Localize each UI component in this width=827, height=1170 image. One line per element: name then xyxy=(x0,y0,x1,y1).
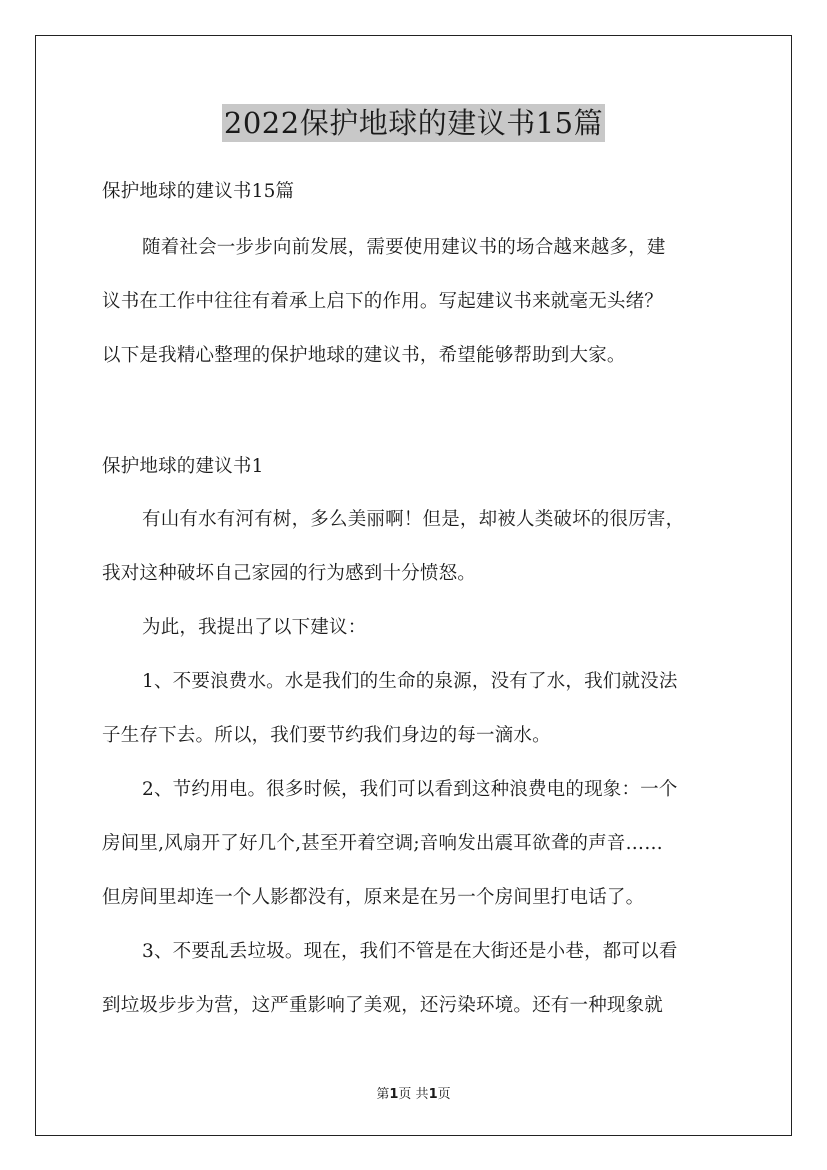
page-total: 1 xyxy=(428,1087,438,1102)
section-heading: 保护地球的建议书1 xyxy=(102,456,264,477)
page-mid: 页 共 xyxy=(398,1087,429,1102)
list-item-2-line-1: 2、节约用电。很多时候，我们可以看到这种浪费电的现象：一个 xyxy=(142,779,678,800)
document-title: 2022保护地球的建议书15篇 xyxy=(223,106,604,140)
page-prefix: 第 xyxy=(376,1087,390,1102)
list-item-3-line-1: 3、不要乱丢垃圾。现在，我们不管是在大街还是小巷，都可以看 xyxy=(142,941,678,962)
list-item-1-line-1: 1、不要浪费水。水是我们的生命的泉源，没有了水，我们就没法 xyxy=(142,671,678,692)
list-item-3-line-2: 到垃圾步步为营，这严重影响了美观，还污染环境。还有一种现象就 xyxy=(102,995,664,1016)
title-container xyxy=(0,104,827,142)
list-item-2-line-3: 但房间里却连一个人影都没有，原来是在另一个房间里打电话了。 xyxy=(102,887,645,908)
paragraph-line: 有山有水有河有树，多么美丽啊！但是，却被人类破坏的很厉害， xyxy=(142,509,685,530)
page-suffix: 页 xyxy=(437,1087,451,1102)
intro-line-1: 随着社会一步步向前发展，需要使用建议书的场合越来越多，建 xyxy=(142,237,666,258)
document-subtitle: 保护地球的建议书15篇 xyxy=(102,181,295,202)
list-item-1-line-2: 子生存下去。所以，我们要节约我们身边的每一滴水。 xyxy=(102,725,551,746)
list-item-2-line-2: 房间里,风扇开了好几个,甚至开着空调;音响发出震耳欲聋的声音…… xyxy=(102,833,663,854)
paragraph-line: 我对这种破坏自己家园的行为感到十分愤怒。 xyxy=(102,563,477,584)
page-footer xyxy=(0,1083,827,1102)
intro-line-3: 以下是我精心整理的保护地球的建议书，希望能够帮助到大家。 xyxy=(102,345,626,366)
intro-line-2: 议书在工作中往往有着承上启下的作用。写起建议书来就毫无头绪？ xyxy=(102,291,664,312)
page-number: 1 xyxy=(389,1087,399,1102)
paragraph-line: 为此，我提出了以下建议： xyxy=(142,617,367,638)
